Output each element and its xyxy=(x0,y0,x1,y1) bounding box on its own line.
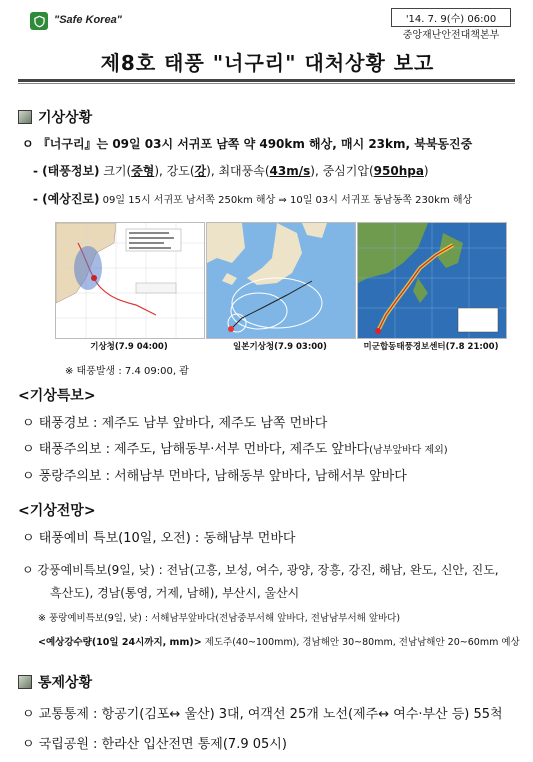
image-caption-jtwc: 미군합동태풍경보센터(7.8 21:00) xyxy=(363,342,499,352)
expected-rainfall xyxy=(38,634,520,648)
outlook-heading: <기상전망> xyxy=(18,503,96,519)
report-header xyxy=(0,0,533,75)
square-bullet-icon xyxy=(18,110,32,124)
shield-icon xyxy=(33,15,46,28)
swell-preliminary-note: ※ 풍랑예비특보(9일, 낮) : 서해남부앞바다(전남중부서해 앞바다, 전남남부서해 앞바다) xyxy=(38,613,401,624)
image-caption-jma: 일본기상청(7.9 03:00) xyxy=(233,342,327,352)
warning-item-note: (남부앞바다 제외) xyxy=(369,445,448,456)
typhoon-pressure: 950hpa xyxy=(373,164,424,178)
forecast-text: 09일 15시 서귀포 남서쪽 250km 해상 ⇒ 10일 03시 서귀포 동남동쪽 230km 해상 xyxy=(99,195,473,206)
warning-item-text: ㅇ 태풍주의보 : 제주도, 남해동부·서부 먼바다, 제주도 앞바다 xyxy=(22,442,370,457)
typhoon-summary: ㅇ 『너구리』는 09일 03시 서귀포 남쪽 약 490km 해상, 매시 23km, 북북동진중 xyxy=(22,137,473,151)
warning-item xyxy=(22,438,448,457)
control-item: ㅇ 교통통제 : 항공기(김포↔ 울산) 3대, 여객선 25개 노선(제주↔ 여수·부산 등) 55척 xyxy=(22,707,503,722)
typhoon-forecast xyxy=(33,190,472,207)
jma-track-map xyxy=(206,222,356,339)
typhoon-info-text: ), 최대풍속( xyxy=(206,164,270,178)
typhoon-strength: 강 xyxy=(194,164,207,178)
section-control-title: 통제상황 xyxy=(38,675,93,691)
typhoon-info xyxy=(33,162,429,179)
typhoon-size: 중형 xyxy=(131,164,155,178)
agency-name: 중앙재난안전대책본부 xyxy=(402,30,500,41)
title-divider xyxy=(18,79,515,82)
kma-track-map xyxy=(55,222,205,339)
expected-rainfall-text: 제도주(40~100mm), 경남해안 30~80mm, 전남남해안 20~60mm 예상 xyxy=(201,637,520,648)
typhoon-origin-note: ※ 태풍발생 : 7.4 09:00, 괌 xyxy=(65,366,189,377)
outlook-item: ㅇ 강풍예비특보(9일, 낮) : 전남(고흥, 보성, 여수, 광양, 장흥, 강진, 해남, 완도, 신안, 진도, xyxy=(22,563,499,577)
typhoon-info-text: ), 강도( xyxy=(154,164,195,178)
typhoon-max-wind: 43m/s xyxy=(269,164,311,178)
outlook-item: ㅇ 태풍예비 특보(10일, 오전) : 동해남부 먼바다 xyxy=(22,531,296,546)
warning-item: ㅇ 풍랑주의보 : 서해남부 먼바다, 남해동부 앞바다, 남해서부 앞바다 xyxy=(22,469,407,484)
section-weather xyxy=(18,107,92,127)
expected-rainfall-label: <예상강수량(10일 24시까지, mm)> xyxy=(38,637,202,648)
image-caption-kma: 기상청(7.9 04:00) xyxy=(90,342,168,352)
page-title: 제8호 태풍 "너구리" 대처상황 보고 xyxy=(100,51,435,75)
safe-korea-logo xyxy=(30,12,48,30)
special-warnings-heading: <기상특보> xyxy=(18,388,96,404)
warning-item: ㅇ 태풍경보 : 제주도 남부 앞바다, 제주도 남쪽 먼바다 xyxy=(22,416,328,431)
square-bullet-icon xyxy=(18,675,32,689)
typhoon-info-text: 크기( xyxy=(99,164,132,178)
control-item: ㅇ 국립공원 : 한라산 입산전면 통제(7.9 05시) xyxy=(22,737,287,752)
typhoon-info-label: - (태풍정보) xyxy=(33,164,100,178)
forecast-label: - (예상진로) xyxy=(33,192,100,206)
section-weather-title: 기상상황 xyxy=(38,110,93,126)
title-divider-thin xyxy=(18,83,515,84)
section-control xyxy=(18,672,92,692)
typhoon-track-images xyxy=(55,222,515,352)
jtwc-track-map xyxy=(357,222,507,339)
brand-slogan: "Safe Korea" xyxy=(54,14,122,26)
report-datetime: '14. 7. 9(수) 06:00 xyxy=(391,8,511,27)
typhoon-info-text: ) xyxy=(423,164,429,178)
outlook-item-continued: 흑산도), 경남(통영, 거제, 남해), 부산시, 울산시 xyxy=(50,586,300,600)
typhoon-info-text: ), 중심기압( xyxy=(310,164,374,178)
